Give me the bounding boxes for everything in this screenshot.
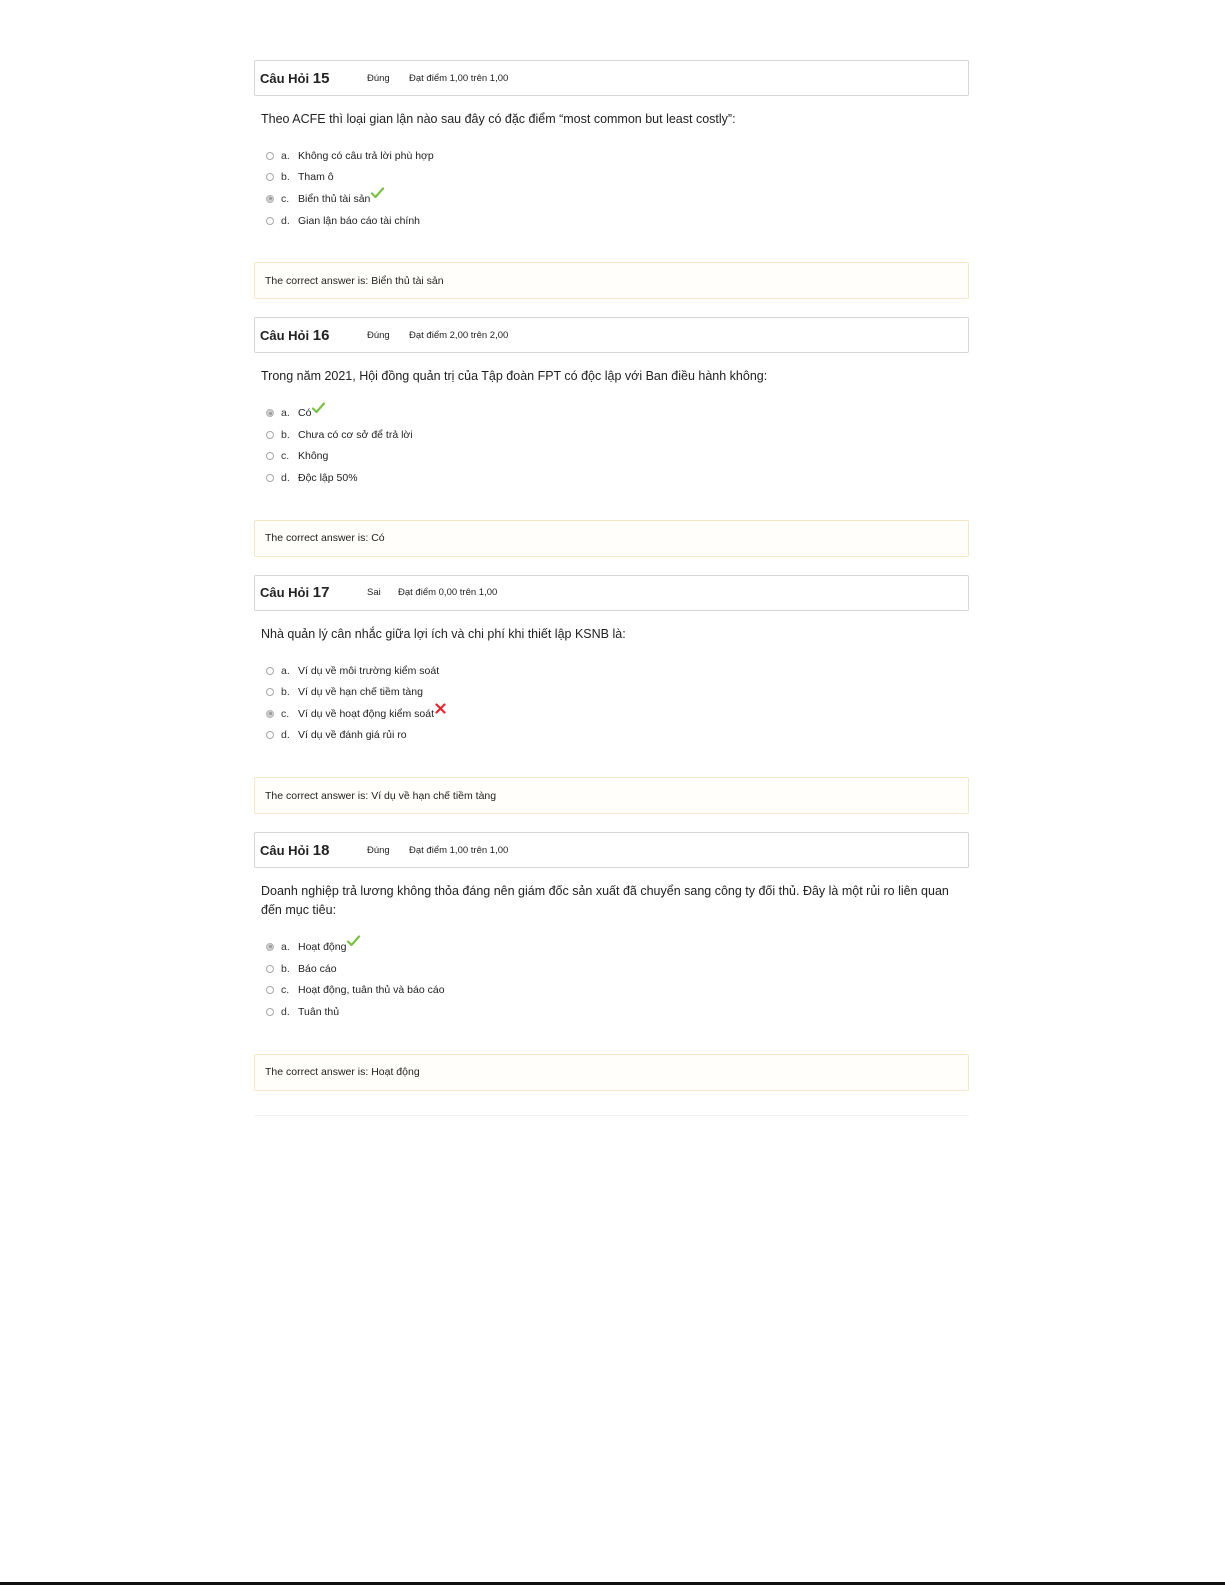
- question-number: [260, 584, 367, 601]
- question-number-value: 17: [312, 584, 330, 602]
- question-grade: Đạt điểm 0,00 trên 1,00: [398, 587, 498, 599]
- check-icon: [312, 402, 325, 417]
- answer-letter: b.: [281, 962, 290, 975]
- question-header: [254, 575, 969, 611]
- question-number-value: 16: [312, 326, 330, 344]
- question-block: [254, 317, 969, 556]
- question-label: Câu Hỏi: [260, 585, 310, 601]
- answer-letter: c.: [281, 707, 290, 720]
- question-grade: Đạt điểm 2,00 trên 2,00: [409, 329, 509, 341]
- answer-option[interactable]: [266, 1001, 969, 1023]
- answer-radio[interactable]: [266, 986, 274, 994]
- answer-radio[interactable]: [266, 409, 274, 417]
- answer-text: Ví dụ về môi trường kiểm soát: [298, 664, 440, 677]
- answer-letter: c.: [281, 450, 290, 463]
- answer-letter: a.: [281, 940, 290, 953]
- answer-radio[interactable]: [266, 474, 274, 482]
- answer-radio[interactable]: [266, 431, 274, 439]
- question-state: Đúng: [367, 844, 390, 856]
- answer-text: Có: [298, 407, 312, 420]
- answer-text: Không có câu trả lời phù hợp: [298, 149, 434, 162]
- answer-list: [266, 660, 969, 746]
- answer-text: Gian lận báo cáo tài chính: [298, 214, 421, 227]
- answer-radio[interactable]: [266, 731, 274, 739]
- answer-letter: d.: [281, 729, 290, 742]
- answer-option[interactable]: [266, 167, 969, 189]
- question-block: [254, 575, 969, 814]
- answer-text: Tuân thủ: [298, 1005, 340, 1018]
- answer-radio[interactable]: [266, 217, 274, 225]
- answer-text: Ví dụ về hoạt động kiểm soát: [298, 707, 435, 720]
- question-label: Câu Hỏi: [260, 327, 310, 343]
- answer-radio[interactable]: [266, 965, 274, 973]
- answer-letter: d.: [281, 471, 290, 484]
- correct-answer-feedback: The correct answer is: Ví dụ về hạn chế tiềm tàng: [254, 777, 969, 814]
- answer-text: Không: [298, 450, 329, 463]
- answer-option[interactable]: [266, 424, 969, 446]
- correct-answer-feedback: The correct answer is: Có: [254, 520, 969, 557]
- question-number: [260, 842, 367, 859]
- answer-option[interactable]: [266, 958, 969, 980]
- answer-option[interactable]: [266, 703, 969, 725]
- answer-option[interactable]: [266, 402, 969, 424]
- answer-option[interactable]: [266, 145, 969, 167]
- question-state: Đúng: [367, 329, 390, 341]
- correct-answer-feedback: The correct answer is: Biển thủ tài sản: [254, 262, 969, 299]
- answer-text: Biển thủ tài sản: [298, 192, 371, 205]
- answer-letter: b.: [281, 428, 290, 441]
- correct-answer-feedback: The correct answer is: Hoạt động: [254, 1054, 969, 1091]
- question-header: [254, 832, 969, 868]
- question-header: [254, 317, 969, 353]
- question-header: [254, 60, 969, 96]
- answer-radio[interactable]: [266, 1008, 274, 1016]
- quiz-review: [254, 60, 969, 1109]
- answer-letter: c.: [281, 192, 290, 205]
- question-text: Theo ACFE thì loại gian lận nào sau đây có đặc điểm “most common but least costly”:: [261, 112, 736, 126]
- question-block: [254, 832, 969, 1090]
- answer-list: [266, 936, 969, 1022]
- divider: [254, 1115, 969, 1116]
- question-number-value: 15: [312, 69, 330, 87]
- check-icon: [347, 935, 360, 950]
- answer-letter: b.: [281, 686, 290, 699]
- answer-radio[interactable]: [266, 943, 274, 951]
- question-grade: Đạt điểm 1,00 trên 1,00: [409, 72, 509, 84]
- answer-text: Chưa có cơ sở để trả lời: [298, 428, 413, 441]
- answer-letter: b.: [281, 171, 290, 184]
- answer-list: [266, 145, 969, 231]
- answer-option[interactable]: [266, 979, 969, 1001]
- question-number: [260, 70, 367, 87]
- question-number: [260, 327, 367, 344]
- question-state: Sai: [367, 587, 381, 599]
- answer-text: Báo cáo: [298, 962, 337, 975]
- question-state: Đúng: [367, 72, 390, 84]
- answer-letter: d.: [281, 214, 290, 227]
- answer-option[interactable]: [266, 210, 969, 232]
- answer-radio[interactable]: [266, 195, 274, 203]
- answer-list: [266, 402, 969, 488]
- answer-text: Ví dụ về đánh giá rủi ro: [298, 729, 407, 742]
- answer-option[interactable]: [266, 188, 969, 210]
- question-text: Trong năm 2021, Hội đồng quản trị của Tập đoàn FPT có độc lập với Ban điều hành không:: [261, 369, 768, 384]
- answer-radio[interactable]: [266, 452, 274, 460]
- answer-text: Ví dụ về hạn chế tiềm tàng: [298, 686, 423, 699]
- answer-radio[interactable]: [266, 710, 274, 718]
- cross-icon: [435, 703, 446, 717]
- answer-letter: a.: [281, 407, 290, 420]
- question-label: Câu Hỏi: [260, 70, 310, 86]
- answer-radio[interactable]: [266, 688, 274, 696]
- answer-option[interactable]: [266, 467, 969, 489]
- answer-text: Hoạt động: [298, 940, 347, 953]
- answer-text: Hoạt động, tuân thủ và báo cáo: [298, 984, 445, 997]
- answer-option[interactable]: [266, 936, 969, 958]
- answer-text: Độc lập 50%: [298, 471, 358, 484]
- question-block: [254, 60, 969, 299]
- question-number-value: 18: [312, 841, 330, 859]
- answer-option[interactable]: [266, 681, 969, 703]
- question-grade: Đạt điểm 1,00 trên 1,00: [409, 844, 509, 856]
- answer-letter: d.: [281, 1005, 290, 1018]
- answer-option[interactable]: [266, 725, 969, 747]
- question-text: Doanh nghiệp trả lương không thỏa đáng nên giám đốc sản xuất đã chuyển sang công ty đối thủ. Đây là một rủi ro liên quan đến mục tiêu:: [261, 884, 949, 918]
- answer-letter: a.: [281, 149, 290, 162]
- answer-letter: c.: [281, 984, 290, 997]
- question-text: Nhà quản lý cân nhắc giữa lợi ích và chi phí khi thiết lập KSNB là:: [261, 626, 626, 641]
- answer-radio[interactable]: [266, 152, 274, 160]
- answer-radio[interactable]: [266, 173, 274, 181]
- answer-option[interactable]: [266, 446, 969, 468]
- answer-radio[interactable]: [266, 667, 274, 675]
- answer-option[interactable]: [266, 660, 969, 682]
- answer-text: Tham ô: [298, 171, 334, 184]
- check-icon: [371, 187, 384, 202]
- question-label: Câu Hỏi: [260, 842, 310, 858]
- answer-letter: a.: [281, 664, 290, 677]
